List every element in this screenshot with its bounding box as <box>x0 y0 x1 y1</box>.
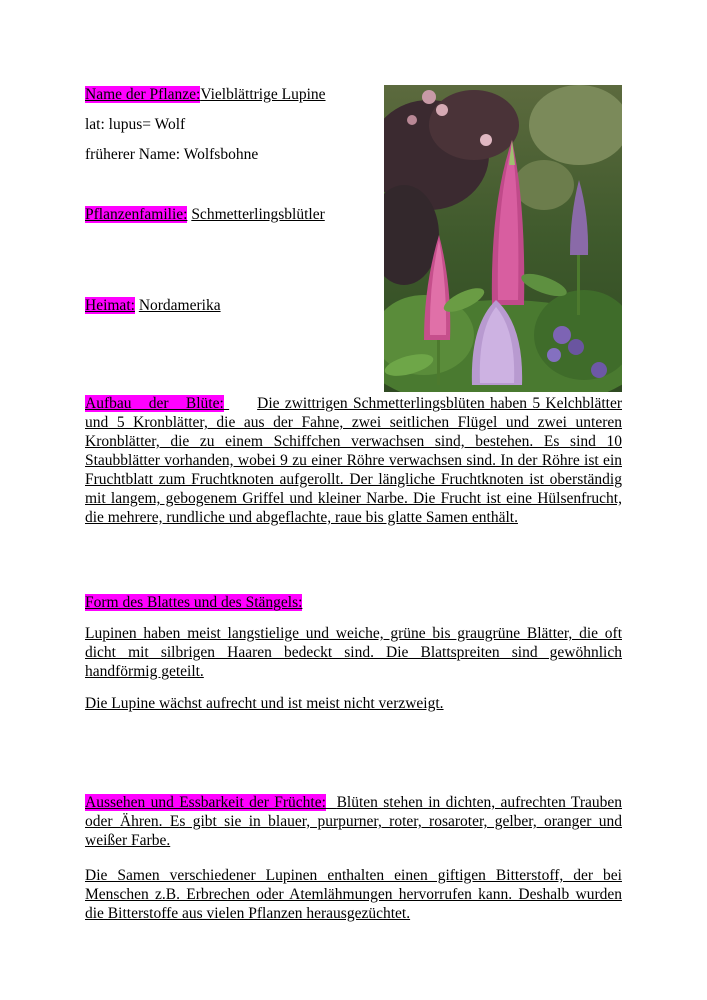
home-value: Nordamerika <box>138 297 221 314</box>
plant-name-value: Vielblättrige Lupine <box>200 86 326 103</box>
latin-name: lat: lupus= Wolf <box>85 116 186 133</box>
family-value: Schmetterlingsblütler <box>191 206 325 223</box>
fruit-paragraph-1 <box>85 793 622 850</box>
bloom-text: Die zwittrigen Schmetterlingsblüten haben 5 Kelchblätter und 5 Kronblätter, die aus der Fahne, zwei seitlichen Flügel und zwei unteren Kronblätter, die zu einem Schiffchen verwachsen sind, bestehen. Es sind 10 Staubblätter vorhanden, wobei 9 zu einer Röhre verwachsen sind. In der Röhre ist ein Fruchtblatt zum Fruchtknoten aufgerollt. Der längliche Fruchtknoten ist oberständig mit langem, gebogenem Griffel und kleiner Narbe. Die Frucht ist eine Hülsenfrucht, die mehrere, rundliche und abgeflachte, raue bis glatte Samen enthält. <box>85 395 623 526</box>
lupine-photo <box>384 85 622 392</box>
home-line <box>85 297 221 315</box>
home-label: Heimat: <box>85 297 135 314</box>
leaf-paragraph-1: Lupinen haben meist langstielige und weiche, grüne bis graugrüne Blätter, die oft dicht mit silbrigen Haaren bedeckt sind. Die Blattspreiten sind gewöhnlich handförmig geteilt. <box>85 625 622 680</box>
leaf-paragraph-2: Die Lupine wächst aufrecht und ist meist nicht verzweigt. <box>85 695 444 712</box>
fruit-label: Aussehen und Essbarkeit der Früchte: <box>85 794 326 811</box>
bloom-paragraph <box>85 394 622 527</box>
bloom-label: Aufbau der Blüte: <box>85 395 224 412</box>
fruit-text-1: Blüten stehen in dichten, aufrechten Trauben oder Ähren. Es gibt sie in blauer, purpurner, roter, rosaroter, gelber, oranger und weißer Farbe. <box>85 794 622 849</box>
leaf-label: Form des Blattes und des Stängels: <box>85 594 303 611</box>
plant-name-line <box>85 86 326 104</box>
leaf-heading <box>85 594 302 612</box>
fruit-paragraph-2: Die Samen verschiedener Lupinen enthalten einen giftigen Bitterstoff, der bei Menschen z.B. Erbrechen oder Atemlähmungen hervorrufen kann. Deshalb wurden die Bitterstoffe aus vielen Pflanzen herausgezüchtet. <box>85 867 622 922</box>
former-name: früherer Name: Wolfsbohne <box>85 146 259 163</box>
family-line <box>85 206 325 224</box>
family-label: Pflanzenfamilie: <box>85 206 188 223</box>
plant-name-label: Name der Pflanze: <box>85 86 201 103</box>
